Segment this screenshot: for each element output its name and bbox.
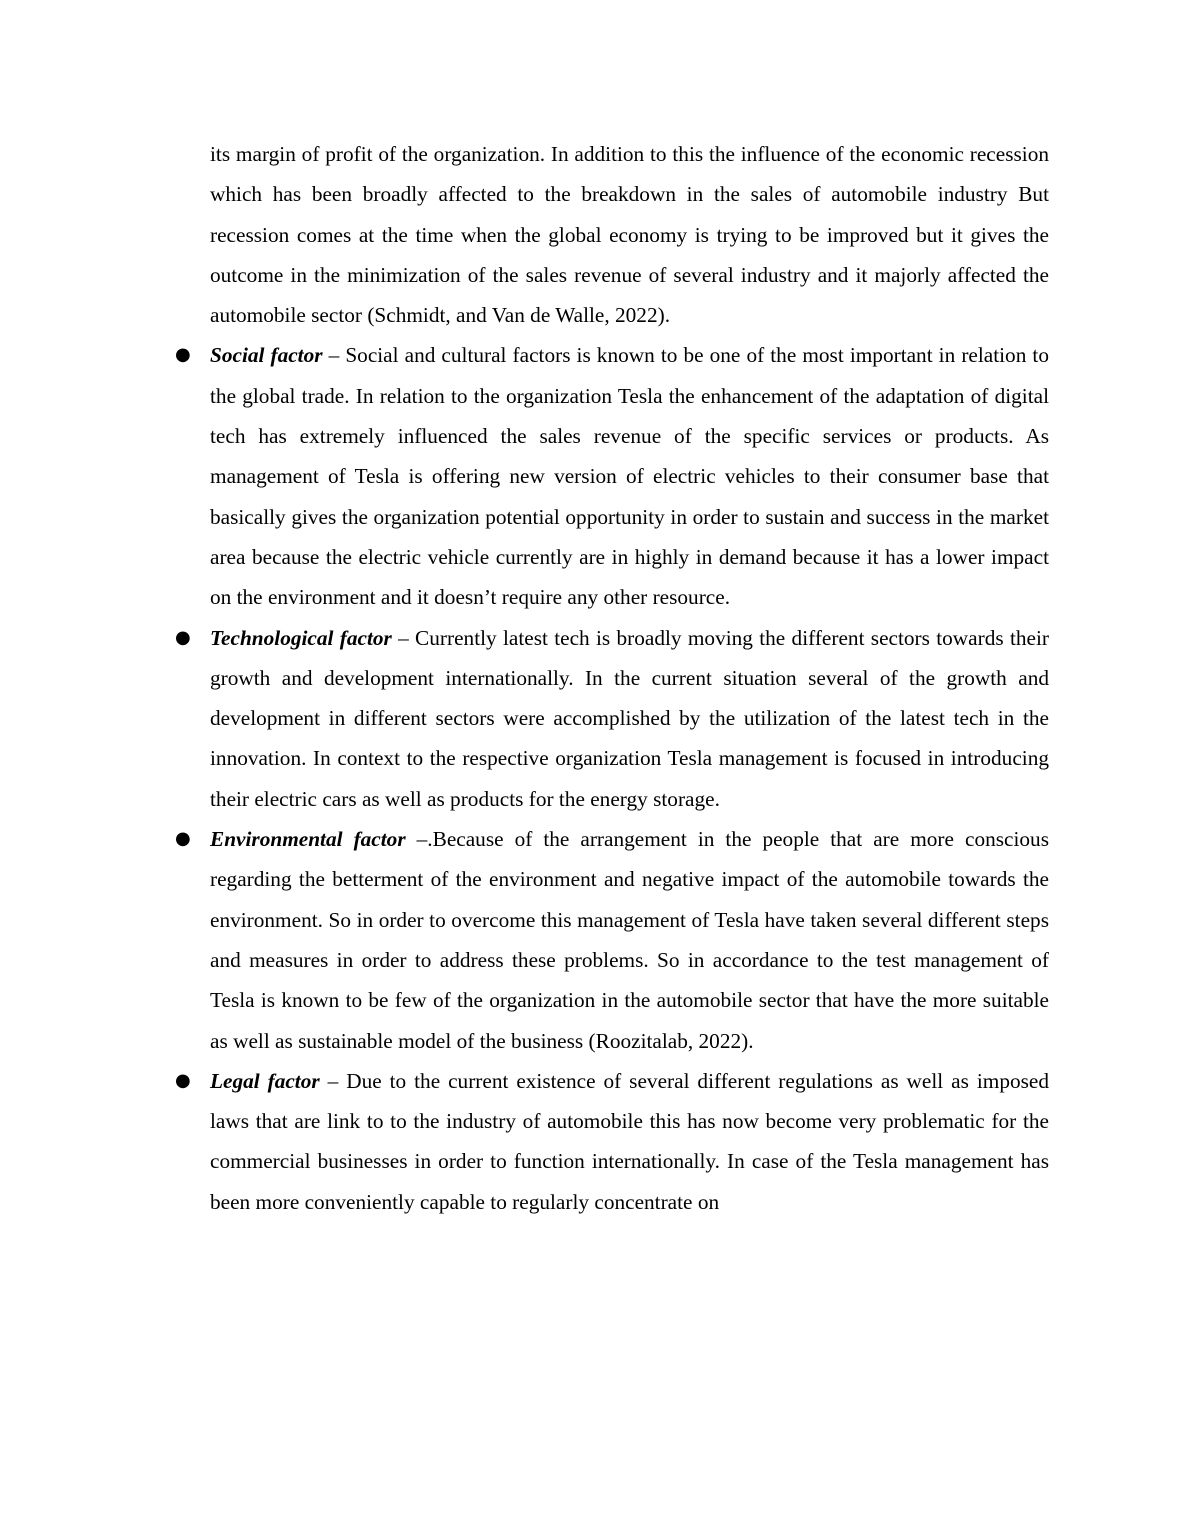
factor-description: – Due to the current existence of several different regulations as well as imposed laws that are link to to the industry of automobile this has now become very problematic for the commercial businesses in order to function internationally. In case of the Tesla management has been more conveniently capable to regularly concentrate on — [210, 1068, 1050, 1214]
factor-term: Environmental factor — [210, 827, 406, 852]
bullet-icon: ● — [175, 344, 191, 366]
list-item-text — [210, 618, 1049, 819]
list-item-social-factor — [175, 335, 1049, 617]
list-item-text — [210, 1061, 1049, 1222]
list-item-text — [210, 335, 1049, 617]
list-item-technological-factor — [175, 618, 1049, 819]
factor-term: Social factor — [210, 343, 323, 368]
factor-description: – Social and cultural factors is known to be one of the most important in relation to the global trade. In relation to the organization Tesla the enhancement of the adaptation of digital tech has extremely influenced the sales revenue of the specific services or products. As management of Tesla is offering new version of electric vehicles to their consumer base that basically gives the organization potential opportunity in order to sustain and success in the market area because the electric vehicle currently are in highly in demand because it has a lower impact on the environment and it doesn’t require any other resource. — [210, 343, 1049, 610]
list-item-legal-factor — [175, 1061, 1050, 1222]
document-body — [175, 134, 1050, 1222]
factor-term: Technological factor — [210, 625, 392, 650]
factor-description: –.Because of the arrangement in the people that are more conscious regarding the betterment of the environment and negative impact of the automobile towards the environment. So in order to overcome this management of Tesla have taken several different steps and measures in order to address these problems. So in accordance to the test management of Tesla is known to be few of the organization in the automobile sector that have the more suitable as well as sustainable model of the business (Roozitalab, 2022). — [210, 827, 1049, 1053]
bullet-icon: ● — [175, 626, 191, 648]
factor-term: Legal factor — [210, 1068, 320, 1093]
factor-description: – Currently latest tech is broadly moving the different sectors towards their growth and development internationally. In the current situation several of the growth and development in different sectors were accomplished by the utilization of the latest tech in the innovation. In context to the respective organization Tesla management is focused in introducing their electric cars as well as products for the energy storage. — [210, 625, 1049, 811]
factor-list — [175, 335, 1050, 1222]
intro-paragraph: its margin of profit of the organization. In addition to this the influence of the economic recession which has been broadly affected to the breakdown in the sales of automobile industry But recession comes at the time when the global economy is trying to be improved but it gives the outcome in the minimization of the sales revenue of several industry and it majorly affected the automobile sector (Schmidt, and Van de Walle, 2022). — [210, 142, 1049, 328]
list-item-environmental-factor — [175, 819, 1049, 1061]
bullet-icon: ● — [175, 1069, 191, 1091]
list-item-text — [210, 819, 1049, 1061]
bullet-icon: ● — [175, 828, 191, 850]
